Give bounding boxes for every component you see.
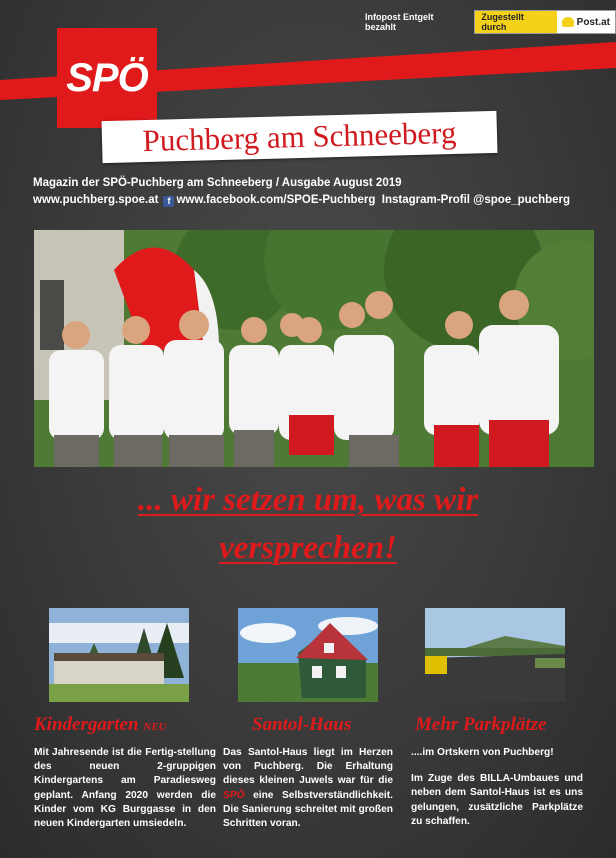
spo-inline: SPÖ bbox=[223, 789, 245, 801]
neu-badge: NEU bbox=[143, 721, 167, 733]
kindergarten-text: Mit Jahresende ist die Fertig-stellung des neuen 2-gruppigen Kindergartens am Paradiesweg geplant. Anfang 2020 werden die Kinder vom KG Burggasse in den neuen Kindergarten umsiedeln. bbox=[34, 747, 216, 830]
post-badge bbox=[474, 10, 616, 34]
kindergarten-photo bbox=[49, 608, 189, 702]
magazine-line: Magazin der SPÖ-Puchberg am Schneeberg / Ausgabe August 2019 bbox=[33, 177, 402, 189]
instagram-link[interactable]: Instagram-Profil @spoe_puchberg bbox=[381, 194, 571, 206]
santol-haus-heading: Santol-Haus bbox=[252, 714, 352, 735]
parkplaetze-intro: ....im Ortskern von Puchberg! bbox=[411, 747, 554, 758]
slogan-line-1: ... wir setzen um, was wir bbox=[137, 482, 479, 518]
santol-haus-photo bbox=[238, 608, 378, 702]
page-title-box bbox=[102, 111, 498, 163]
infopost-text: Infopost Entgelt bezahlt bbox=[365, 12, 434, 32]
santol-haus-photo-illustration bbox=[238, 608, 378, 702]
parkplaetze-photo-illustration bbox=[425, 608, 565, 702]
santol-haus-text: Das Santol-Haus liegt im Herzen von Puchberg. Die Erhaltung dieses kleinen Juwels war für die SPÖ eine Selbstverständlichkeit. Die Sanierung schreitet mit großen Schritten voran. bbox=[223, 747, 393, 830]
slogan-line-2: versprechen! bbox=[219, 530, 397, 566]
kindergarten-photo-illustration bbox=[49, 608, 189, 702]
zugestellt-label: Zugestellt durch bbox=[475, 11, 556, 33]
parkplaetze-text bbox=[411, 746, 583, 841]
spo-logo: SPÖ bbox=[57, 28, 157, 128]
links-line bbox=[33, 194, 570, 207]
facebook-icon: f bbox=[163, 196, 174, 207]
post-logo: Post.at bbox=[557, 11, 615, 33]
parkplaetze-photo bbox=[425, 608, 565, 702]
post-horn-icon bbox=[562, 17, 574, 27]
kindergarten-heading: Kindergarten NEU bbox=[34, 714, 167, 735]
group-photo bbox=[34, 230, 594, 467]
page-title: Puchberg am Schneeberg bbox=[142, 114, 457, 159]
facebook-link[interactable]: www.facebook.com/SPOE-Puchberg bbox=[176, 194, 376, 206]
group-photo-illustration bbox=[34, 230, 594, 467]
parkplaetze-heading: Mehr Parkplätze bbox=[415, 714, 547, 735]
parkplaetze-body: Im Zuge des BILLA-Umbaues und neben dem Santol-Haus ist es uns gelungen, zusätzliche Parkplätze zu schaffen. bbox=[411, 773, 583, 827]
postal-info bbox=[365, 10, 616, 34]
website-link[interactable]: www.puchberg.spoe.at bbox=[33, 194, 159, 206]
